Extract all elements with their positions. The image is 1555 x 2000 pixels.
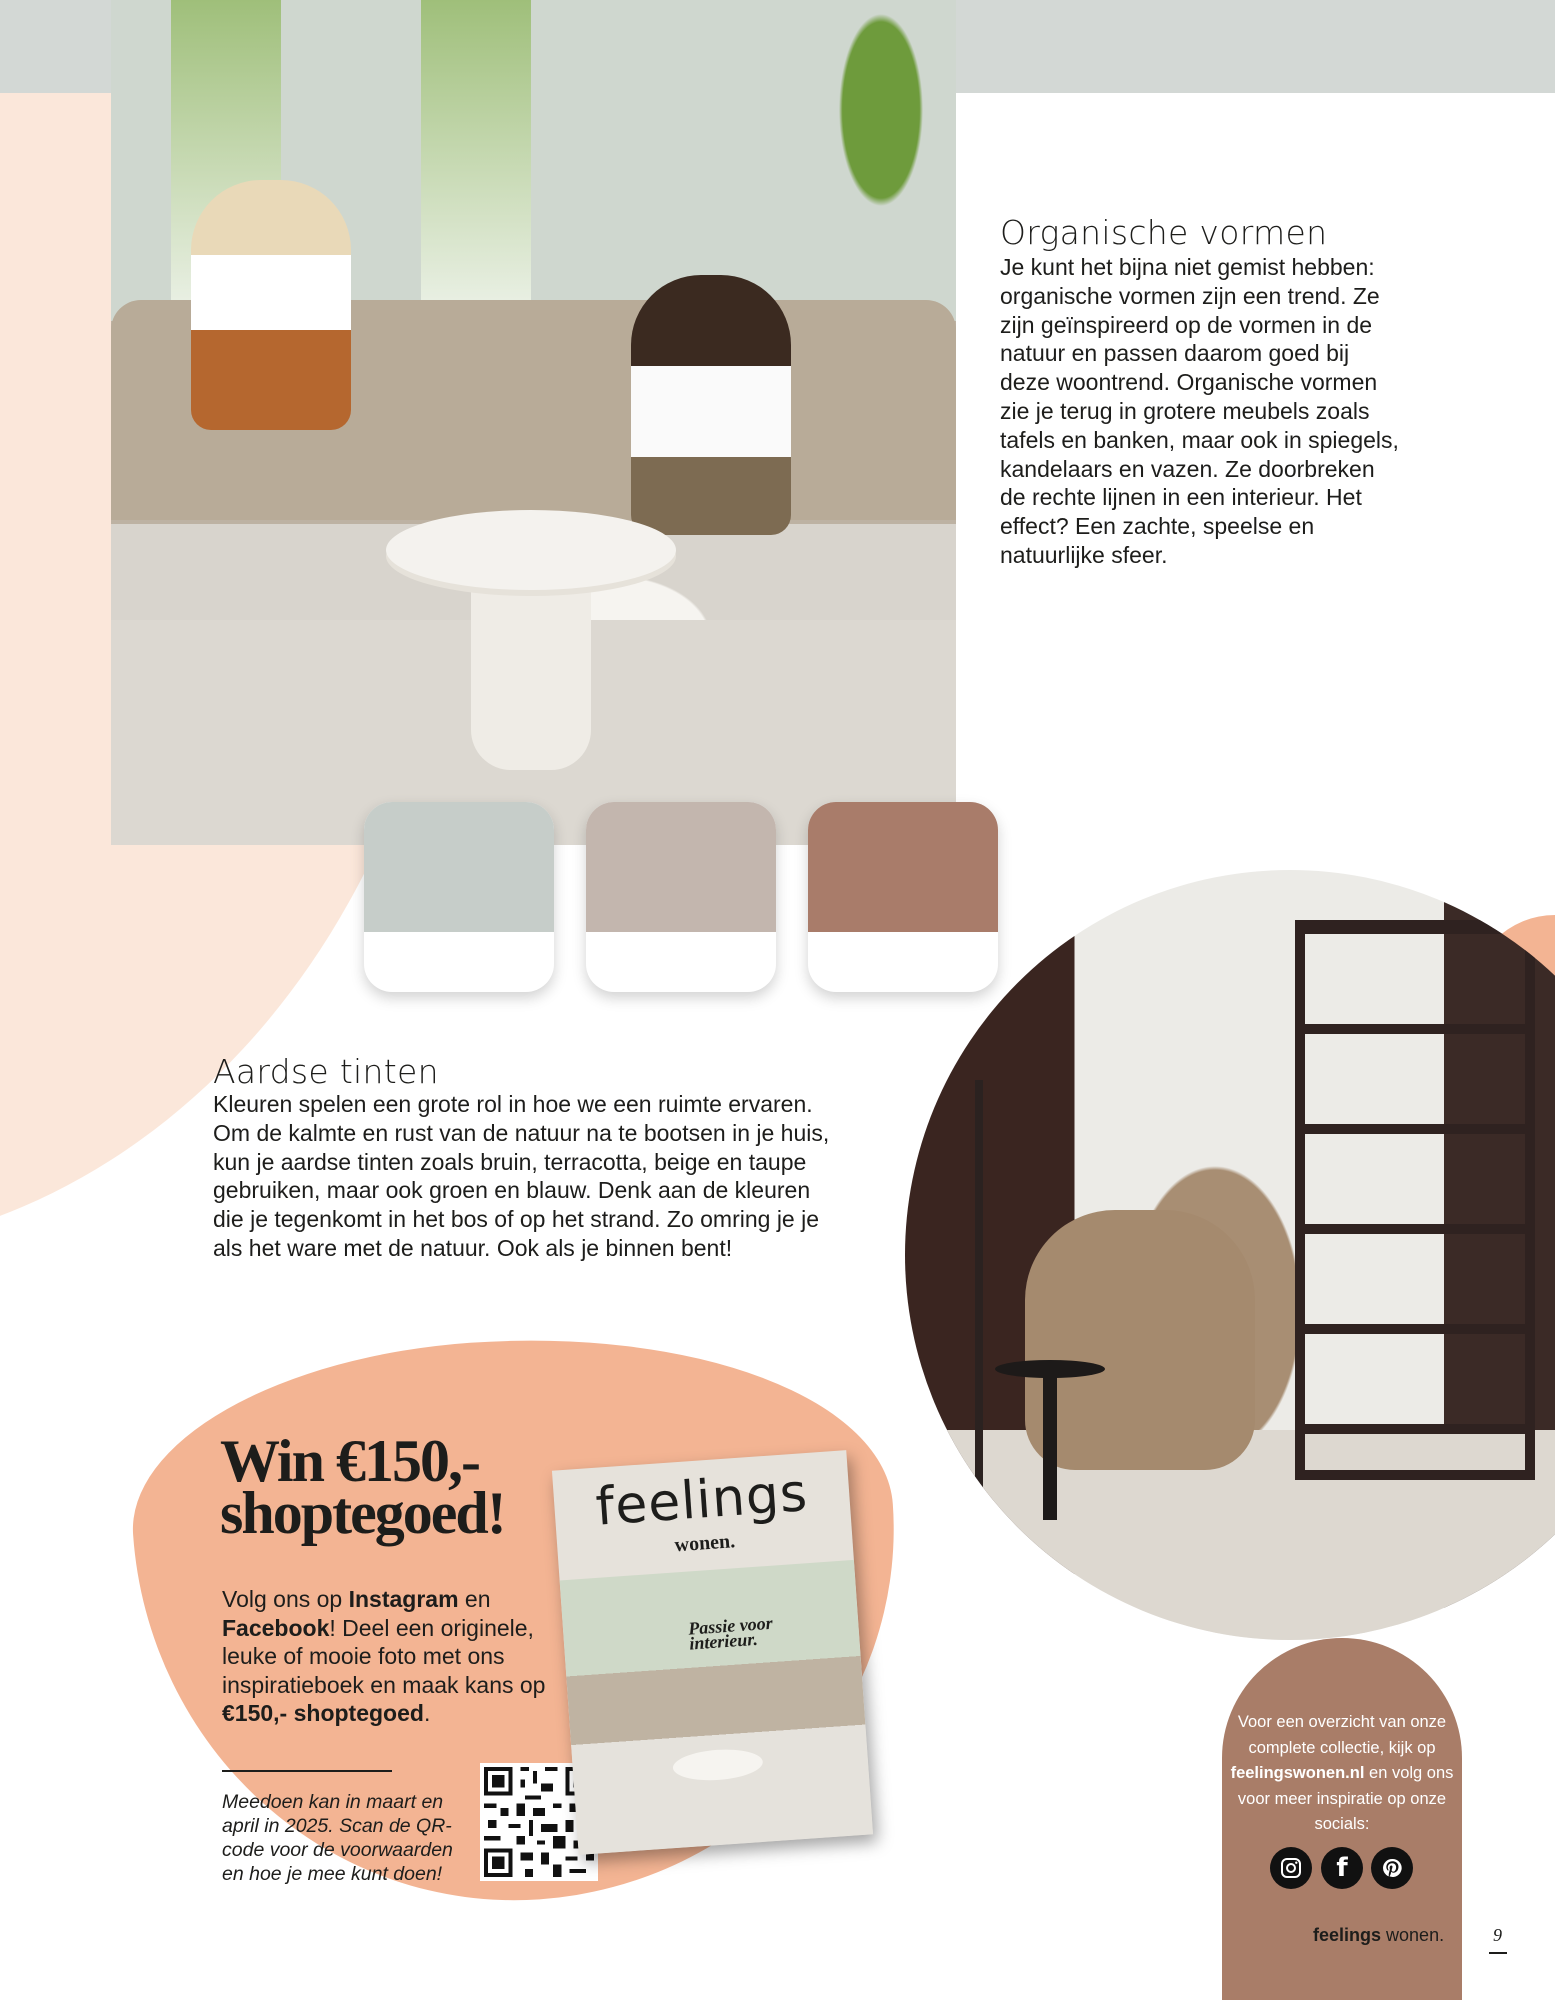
promo-text: ! Deel een originele, leuke of mooie foto met ons inspiratieboek en maak kans op	[222, 1614, 546, 1698]
woman-figure	[191, 180, 351, 430]
brand-footer-bold: feelings	[1313, 1925, 1382, 1945]
social-text-part: Voor een overzicht van onze complete collectie, kijk op	[1237, 1713, 1447, 1757]
promo-text: Volg ons op	[222, 1586, 349, 1612]
color-swatch-sage	[364, 802, 554, 992]
magazine-tagline: Passie voor interieur.	[687, 1612, 774, 1654]
magazine-title: feelings	[593, 1463, 810, 1538]
brand-footer	[1313, 1925, 1444, 1946]
promo-headline-line1: Win €150,-	[220, 1428, 479, 1494]
earth-tones-title: Aardse tinten	[213, 1052, 439, 1091]
bookcase	[1295, 920, 1535, 1480]
magazine-cover	[552, 1450, 873, 1855]
side-table-leg	[1043, 1370, 1057, 1520]
color-swatch-terracotta	[808, 802, 998, 992]
instagram-glyph	[1279, 1856, 1303, 1880]
floor-lamp	[975, 1080, 983, 1500]
living-room-photo	[111, 0, 956, 845]
divider	[222, 1770, 392, 1772]
round-coffee-table	[386, 510, 676, 590]
promo-text: .	[423, 1700, 431, 1726]
earth-tones-body: Kleuren spelen een grote rol in hoe we een ruimte ervaren. Om de kalmte en rust van de natuur na te bootsen in je huis, kun je aardse tinten zoals bruin, terracotta, beige en taupe gebruiken, maar ook groen en blauw. Denk aan de kleuren die je tegenkomt in het bos of op het strand. Zo omring je je als het ware met de natuur. Ook als je binnen bent!	[213, 1091, 830, 1261]
promo-headline	[220, 1428, 560, 1546]
magazine-cover-photo	[560, 1560, 873, 1855]
social-text	[1228, 1710, 1456, 1838]
table-base	[471, 560, 591, 770]
promo-headline-line2: shoptegoed!	[220, 1480, 505, 1546]
brand-footer-rest: wonen.	[1381, 1925, 1445, 1945]
instagram-link: Instagram	[348, 1586, 459, 1612]
facebook-icon[interactable]: f	[1321, 1847, 1363, 1889]
facebook-link: Facebook	[222, 1614, 330, 1641]
window	[421, 0, 531, 300]
color-swatch-taupe	[586, 802, 776, 992]
organic-shapes-body: Je kunt het bijna niet gemist hebben: organische vormen zijn een trend. Ze zijn geïnspireerd op de vormen in de natuur en passen daarom goed bij deze woontrend. Organische vormen zie je terug in grotere meubels zoals tafels en banken, maar ook in spiegels, kandelaars en vazen. Ze doorbreken de rechte lijnen in een interieur. Het effect? Een zachte, speelse en natuurlijke sfeer.	[1000, 254, 1399, 568]
promo-note: Meedoen kan in maart en april in 2025. Scan de QR-code voor de voorwaarden en hoe je mee kunt doen!	[222, 1791, 453, 1885]
magazine-subtitle: wonen.	[673, 1530, 736, 1557]
promo-amount: €150,- shoptegoed	[222, 1700, 424, 1726]
side-table	[995, 1360, 1105, 1378]
girl-figure	[631, 275, 791, 535]
page-number-rule	[1489, 1952, 1507, 1954]
armchair-photo	[905, 870, 1555, 1640]
armchair	[1025, 1210, 1255, 1470]
promo-text: en	[458, 1586, 491, 1612]
instagram-icon[interactable]	[1270, 1847, 1312, 1889]
page-number: 9	[1493, 1925, 1502, 1945]
organic-shapes-title: Organische vormen	[1000, 213, 1328, 252]
promo-body	[222, 1585, 562, 1728]
website-link[interactable]: feelingswonen.nl	[1230, 1764, 1365, 1782]
pinterest-glyph	[1380, 1856, 1404, 1880]
pinterest-icon[interactable]	[1371, 1847, 1413, 1889]
social-text-part: en volg ons voor meer inspiratie op onze socials:	[1237, 1764, 1454, 1833]
